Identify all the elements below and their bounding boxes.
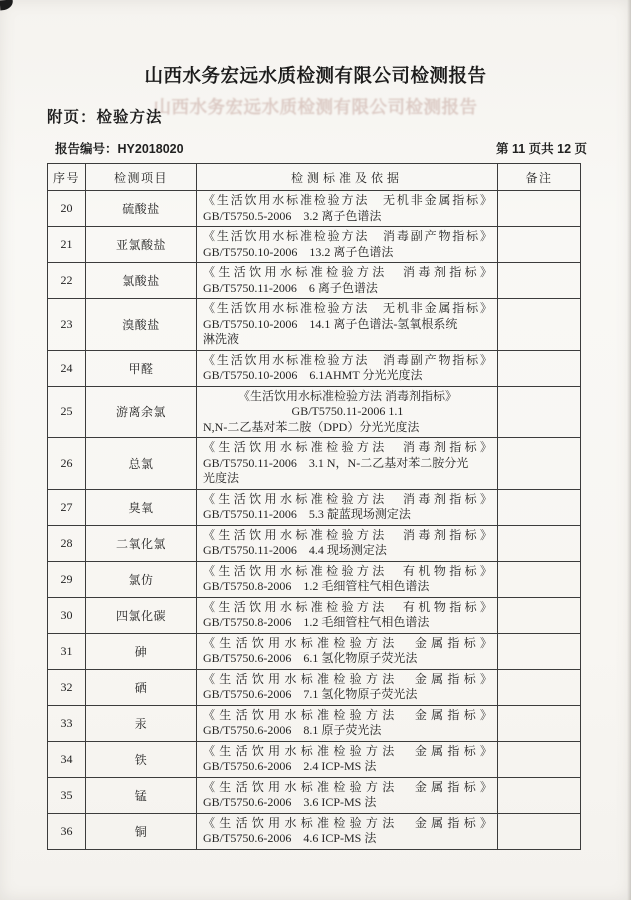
- method-cell: [197, 741, 498, 777]
- row-item: 氯酸盐: [86, 263, 197, 299]
- method-line: 《生活饮用水标准检验方法 金属指标》: [203, 671, 492, 686]
- table-row: [48, 741, 581, 777]
- remark-cell: [498, 741, 581, 777]
- remark-cell: [498, 633, 581, 669]
- page-indicator: 第 11 页共 12 页: [495, 142, 587, 156]
- report-number-value: HY2018020: [117, 142, 184, 156]
- method-line: 《生活饮用水标准检验方法 消毒副产物指标》: [203, 229, 492, 243]
- method-line: GB/T5750.11-2006 5.3 靛蓝现场测定法: [203, 507, 411, 521]
- remark-cell: [498, 813, 581, 849]
- table-header-row: [48, 164, 581, 191]
- report-number: [55, 139, 184, 157]
- method-line: GB/T5750.6-2006 7.1 氢化物原子荧光法: [203, 687, 418, 701]
- remark-cell: [498, 386, 581, 438]
- report-number-label: 报告编号：: [55, 142, 118, 156]
- methods-table: [47, 163, 581, 850]
- remark-cell: [498, 350, 581, 386]
- row-item: 铜: [86, 813, 197, 849]
- report-meta-row: [55, 139, 587, 157]
- row-number: 27: [48, 489, 86, 525]
- remark-cell: [498, 191, 581, 227]
- method-line: 《生活饮用水标准检验方法 无机非金属指标》: [203, 301, 492, 315]
- remark-cell: [498, 525, 581, 561]
- row-item: 硫酸盐: [86, 191, 197, 227]
- table-row: [48, 669, 581, 705]
- method-cell: [197, 525, 498, 561]
- method-line: 《生活饮用水标准检验方法 金属指标》: [203, 635, 492, 650]
- remark-cell: [498, 561, 581, 597]
- method-line: GB/T5750.8-2006 1.2 毛细管柱气相色谱法: [203, 579, 430, 593]
- row-item: 甲醛: [86, 350, 197, 386]
- row-number: 33: [48, 705, 86, 741]
- table-row: [48, 386, 581, 438]
- row-item: 游离余氯: [86, 386, 197, 438]
- remark-cell: [498, 777, 581, 813]
- method-line: GB/T5750.6-2006 4.6 ICP-MS 法: [203, 831, 377, 845]
- remark-cell: [498, 263, 581, 299]
- row-item: 溴酸盐: [86, 299, 197, 351]
- method-line: GB/T5750.11-2006 1.1: [291, 404, 404, 418]
- title-bleedthrough-ghost: 山西水务宏远水质检测有限公司检测报告: [153, 97, 478, 117]
- method-line: 《生活饮用水标准检验方法 金属指标》: [203, 779, 492, 794]
- table-row: [48, 263, 581, 299]
- method-cell: [197, 350, 498, 386]
- header-standard: 检测标准及依据: [197, 164, 498, 191]
- method-line: GB/T5750.6-2006 6.1 氢化物原子荧光法: [203, 651, 418, 665]
- scan-edge-shadow: [627, 0, 631, 900]
- row-number: 21: [48, 227, 86, 263]
- method-cell: [197, 597, 498, 633]
- methods-table-body: [48, 191, 581, 850]
- method-line: 《生活饮用水标准检验方法 金属指标》: [203, 815, 492, 830]
- table-row: [48, 350, 581, 386]
- table-row: [48, 813, 581, 849]
- remark-cell: [498, 299, 581, 351]
- method-line: 淋洗液: [203, 332, 240, 346]
- row-number: 26: [48, 438, 86, 490]
- method-line: 《生活饮用水标准检验方法 有机物指标》: [203, 563, 492, 578]
- remark-cell: [498, 438, 581, 490]
- row-item: 氯仿: [86, 561, 197, 597]
- method-line: GB/T5750.11-2006 3.1 N，N-二乙基对苯二胺分光: [203, 455, 469, 470]
- remark-cell: [498, 669, 581, 705]
- method-cell: [197, 386, 498, 438]
- header-remark: 备注: [498, 164, 581, 191]
- method-line: 《生活饮用水标准检验方法 消毒剂指标》: [203, 527, 492, 542]
- method-line: GB/T5750.6-2006 2.4 ICP-MS 法: [203, 759, 377, 773]
- method-cell: [197, 263, 498, 299]
- method-line: 《生活饮用水标准检验方法 消毒剂指标》: [203, 265, 492, 279]
- table-row: [48, 597, 581, 633]
- method-cell: [197, 705, 498, 741]
- row-number: 22: [48, 263, 86, 299]
- row-item: 总氯: [86, 438, 197, 490]
- method-line: GB/T5750.10-2006 14.1 离子色谱法-氢氧根系统: [203, 316, 458, 331]
- method-cell: [197, 669, 498, 705]
- remark-cell: [498, 489, 581, 525]
- method-cell: [197, 633, 498, 669]
- method-line: GB/T5750.6-2006 3.6 ICP-MS 法: [203, 795, 377, 809]
- row-number: 31: [48, 633, 86, 669]
- table-row: [48, 633, 581, 669]
- method-line: 《生活饮用水标准检验方法 消毒副产物指标》: [203, 352, 492, 367]
- row-number: 25: [48, 386, 86, 438]
- method-cell: [197, 777, 498, 813]
- table-row: [48, 525, 581, 561]
- row-item: 四氯化碳: [86, 597, 197, 633]
- report-title: 山西水务宏远水质检测有限公司检测报告: [144, 65, 487, 86]
- method-line: 《生活饮用水标准检验方法 无机非金属指标》: [203, 193, 492, 207]
- row-item: 亚氯酸盐: [86, 227, 197, 263]
- method-line: GB/T5750.11-2006 4.4 现场测定法: [203, 543, 387, 557]
- row-number: 30: [48, 597, 86, 633]
- remark-cell: [498, 705, 581, 741]
- row-number: 20: [48, 191, 86, 227]
- method-line: GB/T5750.10-2006 13.2 离子色谱法: [203, 244, 394, 259]
- method-line: 《生活饮用水标准检验方法 消毒剂指标》: [237, 388, 457, 403]
- row-item: 硒: [86, 669, 197, 705]
- method-cell: [197, 299, 498, 351]
- method-cell: [197, 489, 498, 525]
- row-number: 32: [48, 669, 86, 705]
- table-row: [48, 705, 581, 741]
- row-number: 23: [48, 299, 86, 351]
- method-line: GB/T5750.8-2006 1.2 毛细管柱气相色谱法: [203, 615, 430, 629]
- table-row: [48, 191, 581, 227]
- method-line: 《生活饮用水标准检验方法 消毒剂指标》: [203, 491, 492, 506]
- method-line: GB/T5750.10-2006 6.1AHMT 分光光度法: [203, 368, 423, 382]
- row-number: 29: [48, 561, 86, 597]
- row-item: 臭氧: [86, 489, 197, 525]
- row-number: 36: [48, 813, 86, 849]
- method-line: GB/T5750.5-2006 3.2 离子色谱法: [203, 208, 382, 223]
- row-item: 二氧化氯: [86, 525, 197, 561]
- method-line: 光度法: [203, 471, 240, 485]
- row-number: 24: [48, 350, 86, 386]
- method-cell: [197, 191, 498, 227]
- table-row: [48, 299, 581, 351]
- header-seq: 序号: [48, 164, 86, 191]
- method-line: 《生活饮用水标准检验方法 消毒剂指标》: [203, 440, 492, 454]
- table-row: [48, 489, 581, 525]
- row-item: 锰: [86, 777, 197, 813]
- header-item: 检测项目: [86, 164, 197, 191]
- row-item: 砷: [86, 633, 197, 669]
- row-item: 汞: [86, 705, 197, 741]
- method-cell: [197, 561, 498, 597]
- method-line: GB/T5750.11-2006 6 离子色谱法: [203, 280, 378, 295]
- remark-cell: [498, 227, 581, 263]
- table-row: [48, 438, 581, 490]
- method-line: 《生活饮用水标准检验方法 有机物指标》: [203, 599, 492, 614]
- row-number: 35: [48, 777, 86, 813]
- table-row: [48, 561, 581, 597]
- row-number: 34: [48, 741, 86, 777]
- method-cell: [197, 227, 498, 263]
- method-line: GB/T5750.6-2006 8.1 原子荧光法: [203, 723, 382, 737]
- method-cell: [197, 438, 498, 490]
- row-item: 铁: [86, 741, 197, 777]
- method-cell: [197, 813, 498, 849]
- method-line: 《生活饮用水标准检验方法 金属指标》: [203, 743, 492, 758]
- method-line: 《生活饮用水标准检验方法 金属指标》: [203, 707, 492, 722]
- remark-cell: [498, 597, 581, 633]
- scan-artifact-corner: [0, 0, 13, 10]
- method-line: N,N-二乙基对苯二胺（DPD）分光光度法: [203, 419, 420, 434]
- appendix-label: 附页：检验方法: [47, 109, 163, 126]
- table-row: [48, 777, 581, 813]
- row-number: 28: [48, 525, 86, 561]
- table-row: [48, 227, 581, 263]
